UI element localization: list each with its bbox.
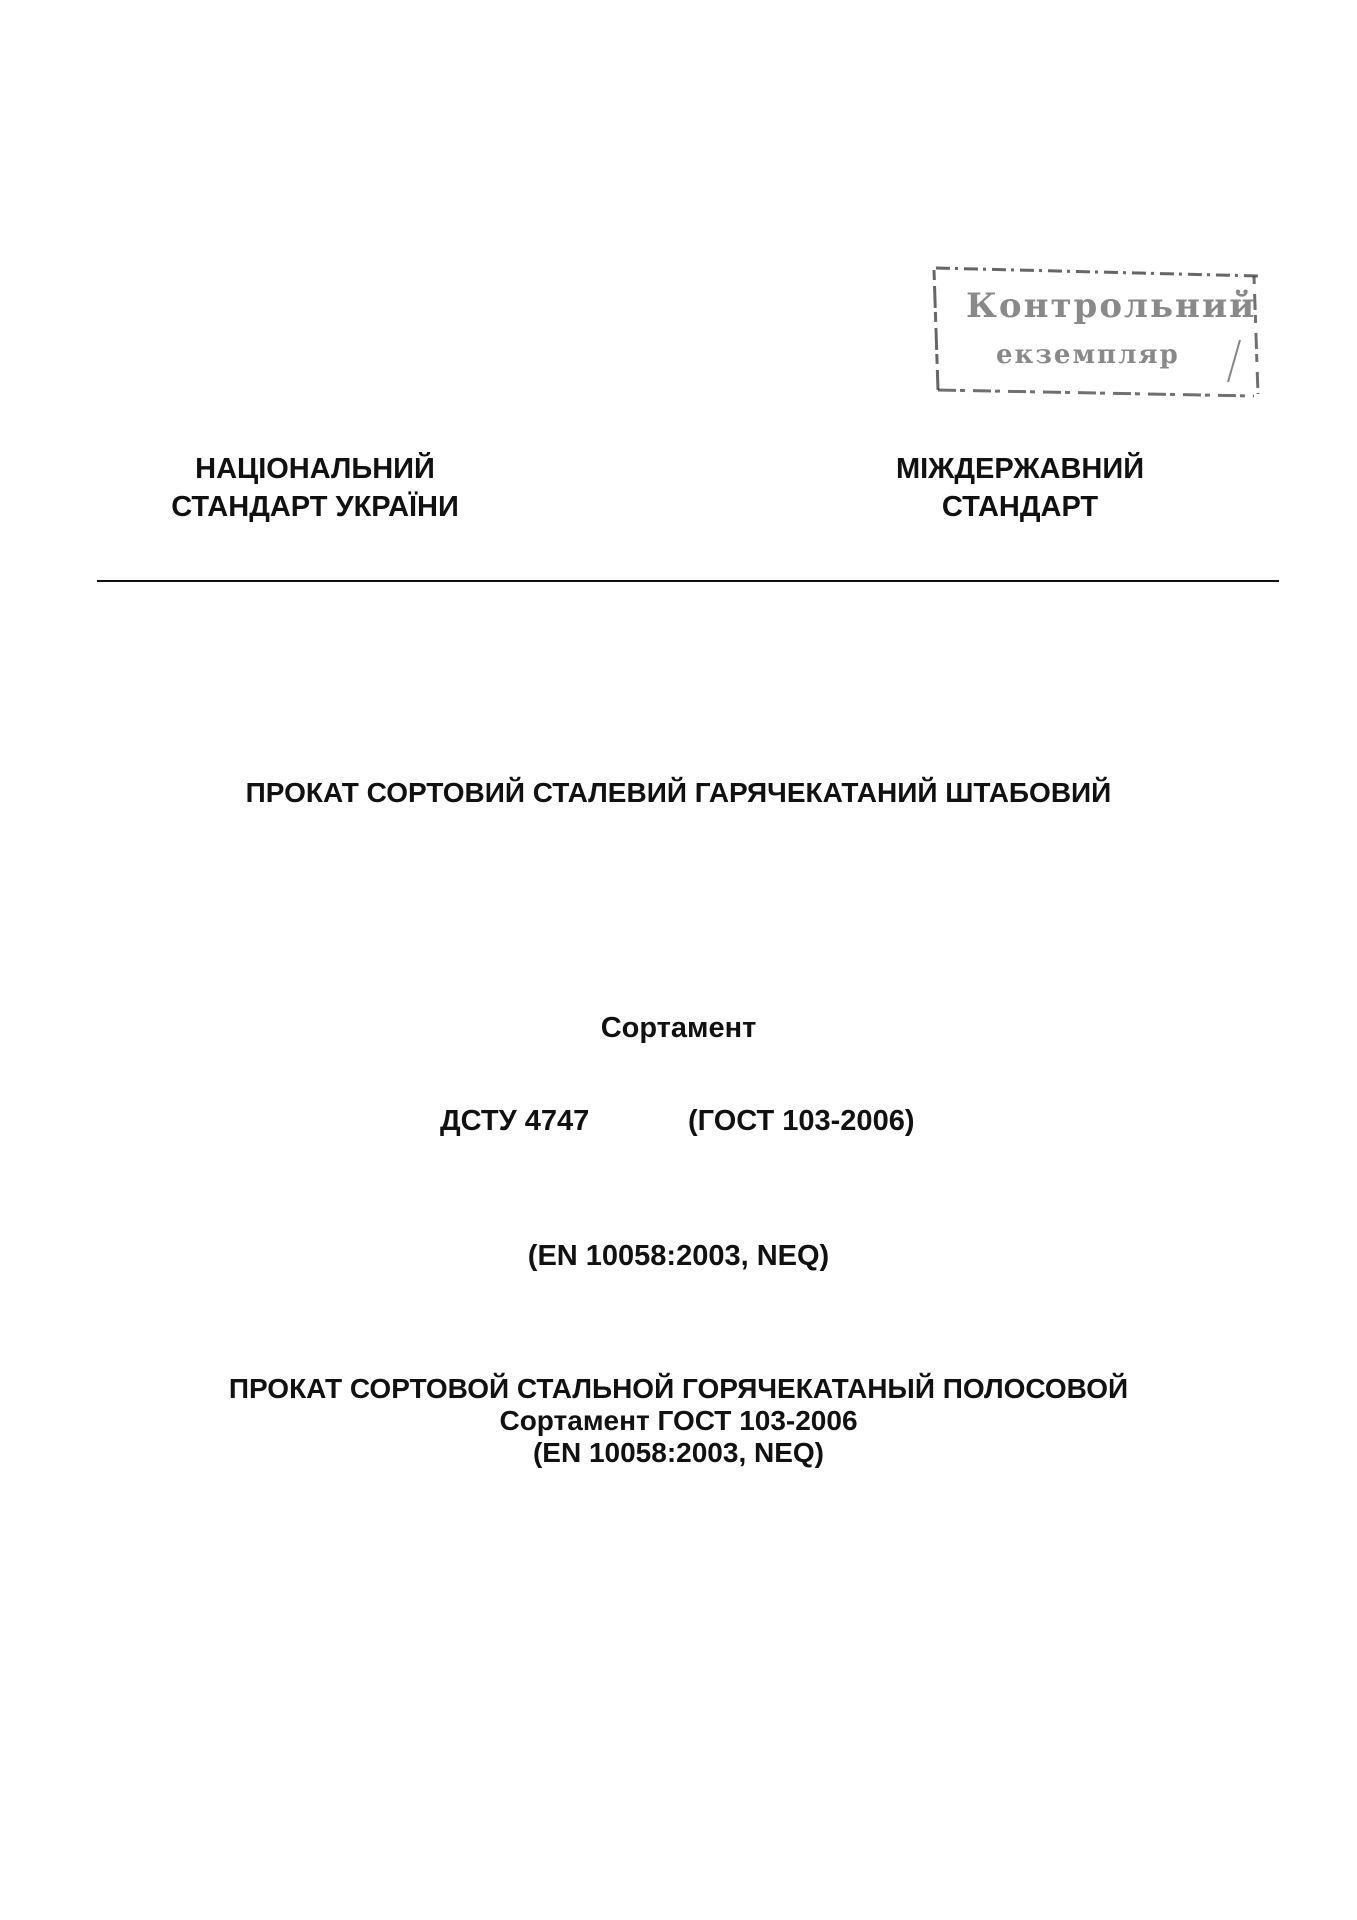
title-ru-line1: ПРОКАТ СОРТОВОЙ СТАЛЬНОЙ ГОРЯЧЕКАТАНЫЙ ПОЛОСОВОЙ <box>228 1373 1129 1404</box>
header-right-line1: МІЖДЕРЖАВНИЙ <box>895 453 1145 485</box>
control-copy-stamp <box>928 262 1263 402</box>
header-left-line2: СТАНДАРТ УКРАЇНИ <box>171 491 459 523</box>
document-title-ru <box>0 1373 1357 1469</box>
gost-code: (ГОСТ 103-2006) <box>688 1105 915 1137</box>
title-ru-line3: (EN 10058:2003, NEQ) <box>532 1437 825 1468</box>
en-reference: (EN 10058:2003, NEQ) <box>527 1240 830 1272</box>
header-divider <box>97 580 1279 582</box>
header-national-standard <box>140 450 490 526</box>
header-right-line2: СТАНДАРТ <box>941 491 1099 523</box>
document-title-ua: ПРОКАТ СОРТОВИЙ СТАЛЕВИЙ ГАРЯЧЕКАТАНИЙ ШТАБОВИЙ <box>245 777 1112 808</box>
stamp-line2: екземпляр <box>996 340 1180 370</box>
title-ru-line2: Сортамент ГОСТ 103-2006 <box>499 1405 858 1436</box>
header-interstate-standard <box>855 450 1185 526</box>
header-left-line1: НАЦІОНАЛЬНИЙ <box>195 453 435 485</box>
dstu-code: ДСТУ 4747 <box>440 1105 590 1137</box>
stamp-frame-icon <box>928 262 1263 402</box>
document-subtitle: Сортамент <box>600 1012 757 1044</box>
stamp-line1: Контрольний <box>966 286 1257 326</box>
